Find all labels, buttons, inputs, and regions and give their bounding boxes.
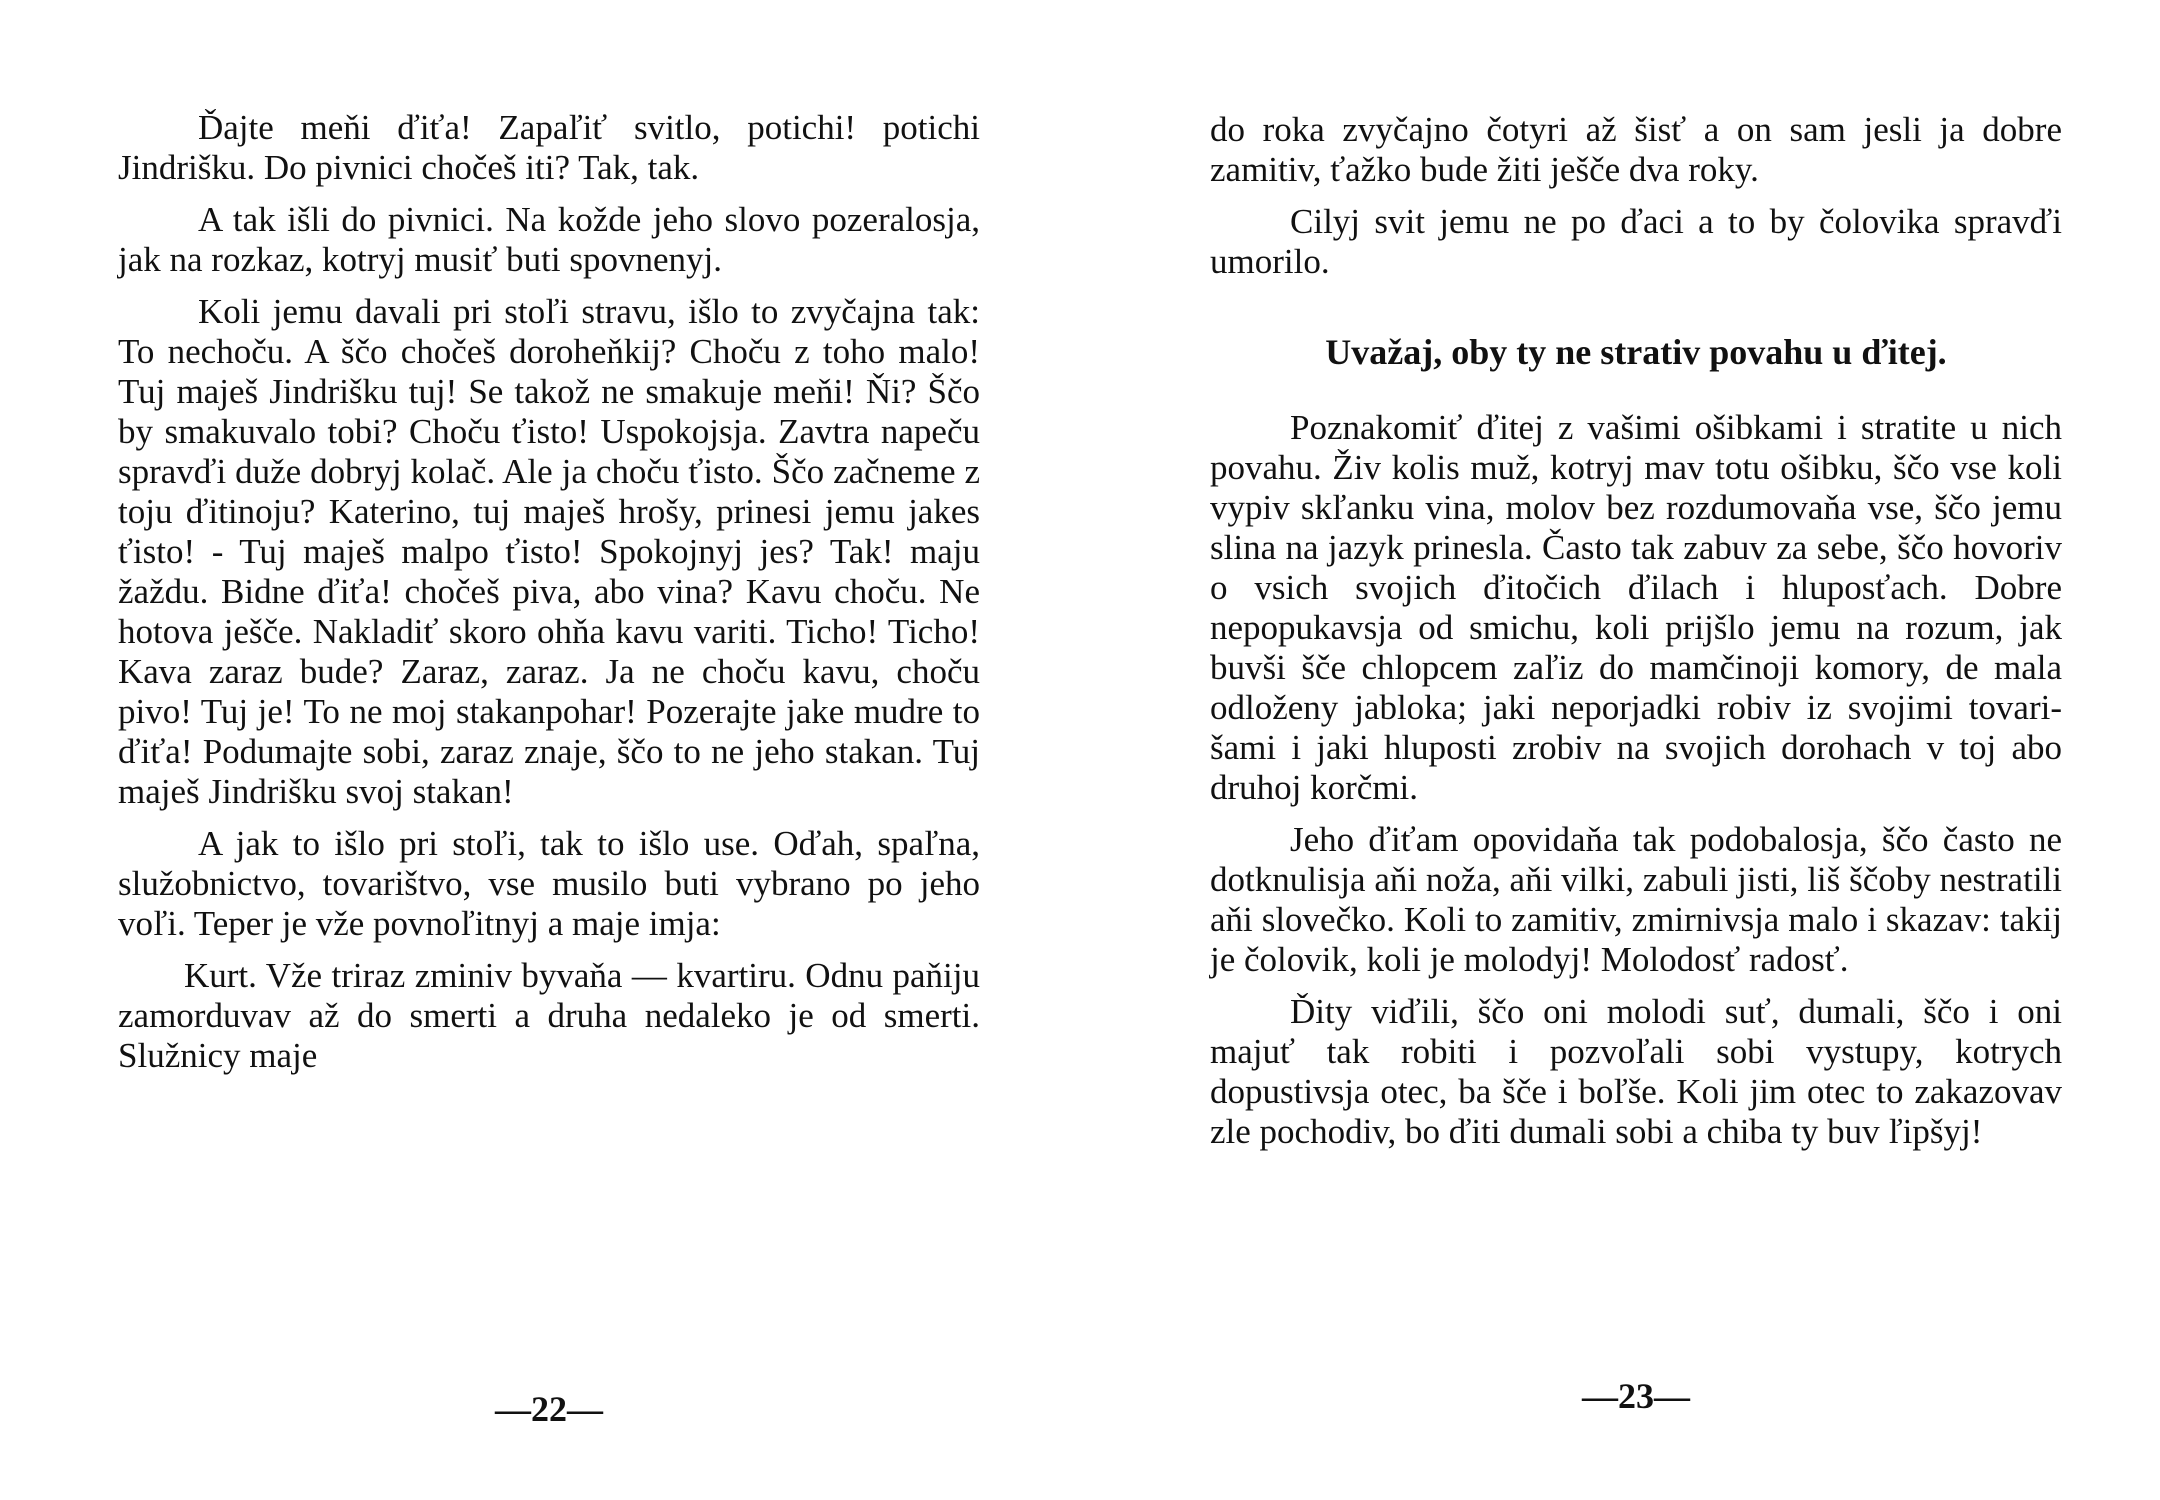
paragraph: Ďajte meňi ďiťa! Zapaľiť svitlo, potichi! potichi Jindrišku. Do pivnici chočeš iti? Tak, tak. [118,108,980,187]
right-page [1210,0,2062,1500]
right-page-text [1210,110,2062,1152]
paragraph: A tak išli do pivnici. Na kožde jeho slovo pozeralosja, jak na rozkaz, kotryj musiť buti spovnenyj. [118,200,980,279]
left-page [118,0,980,1500]
page-number: —22— [495,1389,603,1429]
paragraph: Jeho ďiťam opovidaňa tak podobalosja, ščo často ne dotknulisja aňi noža, aňi vilki, zabuli jisti, liš ščoby nestratili aňi slovečko. Koli to zamitiv, zmirnivsja malo i skazav: takij je čolovik, koli je molodyj! Molodosť radosť. [1210,820,2062,979]
paragraph: Poznakomiť ďitej z vašimi ošibkami i stratite u nich povahu. Živ kolis muž, kotryj mav totu ošibku, ščo vse koli vypiv skľanku vina, molov bez rozdumovaňa vse, ščo jemu slina na jazyk prinesla. Často tak zabuv za sebe, ščo hovoriv o vsich svojich ďitočich ďilach i hluposťach. Dobre nepopukavsja od smichu, koli prijšlo jemu na rozum, jak buvši šče chlopcem zaľiz do mamčinoji komory, de mala odloženy jabloka; jaki neporjadki robiv iz svojimi tovarišami i jaki hluposti zrobiv na svojich dorohach v toj abo druhoj korčmi. [1210,408,2062,807]
paragraph: Cilyj svit jemu ne po ďaci a to by čolovika spravďi umorilo. [1210,202,2062,281]
paragraph: do roka zvyčajno čotyri až šisť a on sam jesli ja dobre zamitiv, ťažko bude žiti ješče dva roky. [1210,110,2062,189]
section-heading: Uvažaj, oby ty ne strativ povahu u ďitej. [1325,332,1947,372]
left-page-text [118,108,980,1076]
paragraph: Koli jemu davali pri stoľi stravu, išlo to zvyčajna tak: To nechoču. A ščo chočeš doroheňkij? Choču z toho malo! Tuj maješ Jindrišku tuj! Se takož ne smakuje meňi! Ňi? Ščo by smakuvalo tobi? Choču ťisto! Uspokojsja. Zavtra napeču spravďi duže dobryj kolač. Ale ja choču ťisto. Ščo začneme z toju ďitinoju? Katerino, tuj maješ hrošy, prinesi jemu jakes ťisto! - Tuj maješ malpo ťisto! Spokojnyj jes? Tak! maju žaždu. Bidne ďiťa! chočeš piva, abo vina? Kavu choču. Ne hotova ješče. Nakladiť skoro ohňa kavu variti. Ticho! Ticho! Kava zaraz bude? Zaraz, zaraz. Ja ne choču kavu, choču pivo! Tuj je! To ne moj stakanpohar! Pozerajte jake mudre to ďiťa! Podumajte sobi, zaraz znaje, ščo to ne jeho stakan. Tuj maješ Jindrišku svoj stakan! [118,292,980,811]
paragraph: Kurt. Vže triraz zminiv byvaňa — kvartiru. Odnu paňiju zamorduvav až do smerti a druha nedaleko je od smerti. Služnicy maje [118,956,980,1075]
page-number: —23— [1582,1376,1690,1416]
paragraph: Ďity viďili, ščo oni molodi suť, dumali, ščo i oni majuť tak robiti i pozvoľali sobi vystupy, kotrych dopustivsja otec, ba šče i boľše. Koli jim otec to zakazovav zle pochodiv, bo ďiti dumali sobi a chiba ty buv ľipšyj! [1210,992,2062,1151]
paragraph: A jak to išlo pri stoľi, tak to išlo use. Oďah, spaľna, služobnictvo, tovarištvo, vse musilo buti vybrano po jeho voľi. Teper je vže povnoľitnyj a maje imja: [118,824,980,943]
